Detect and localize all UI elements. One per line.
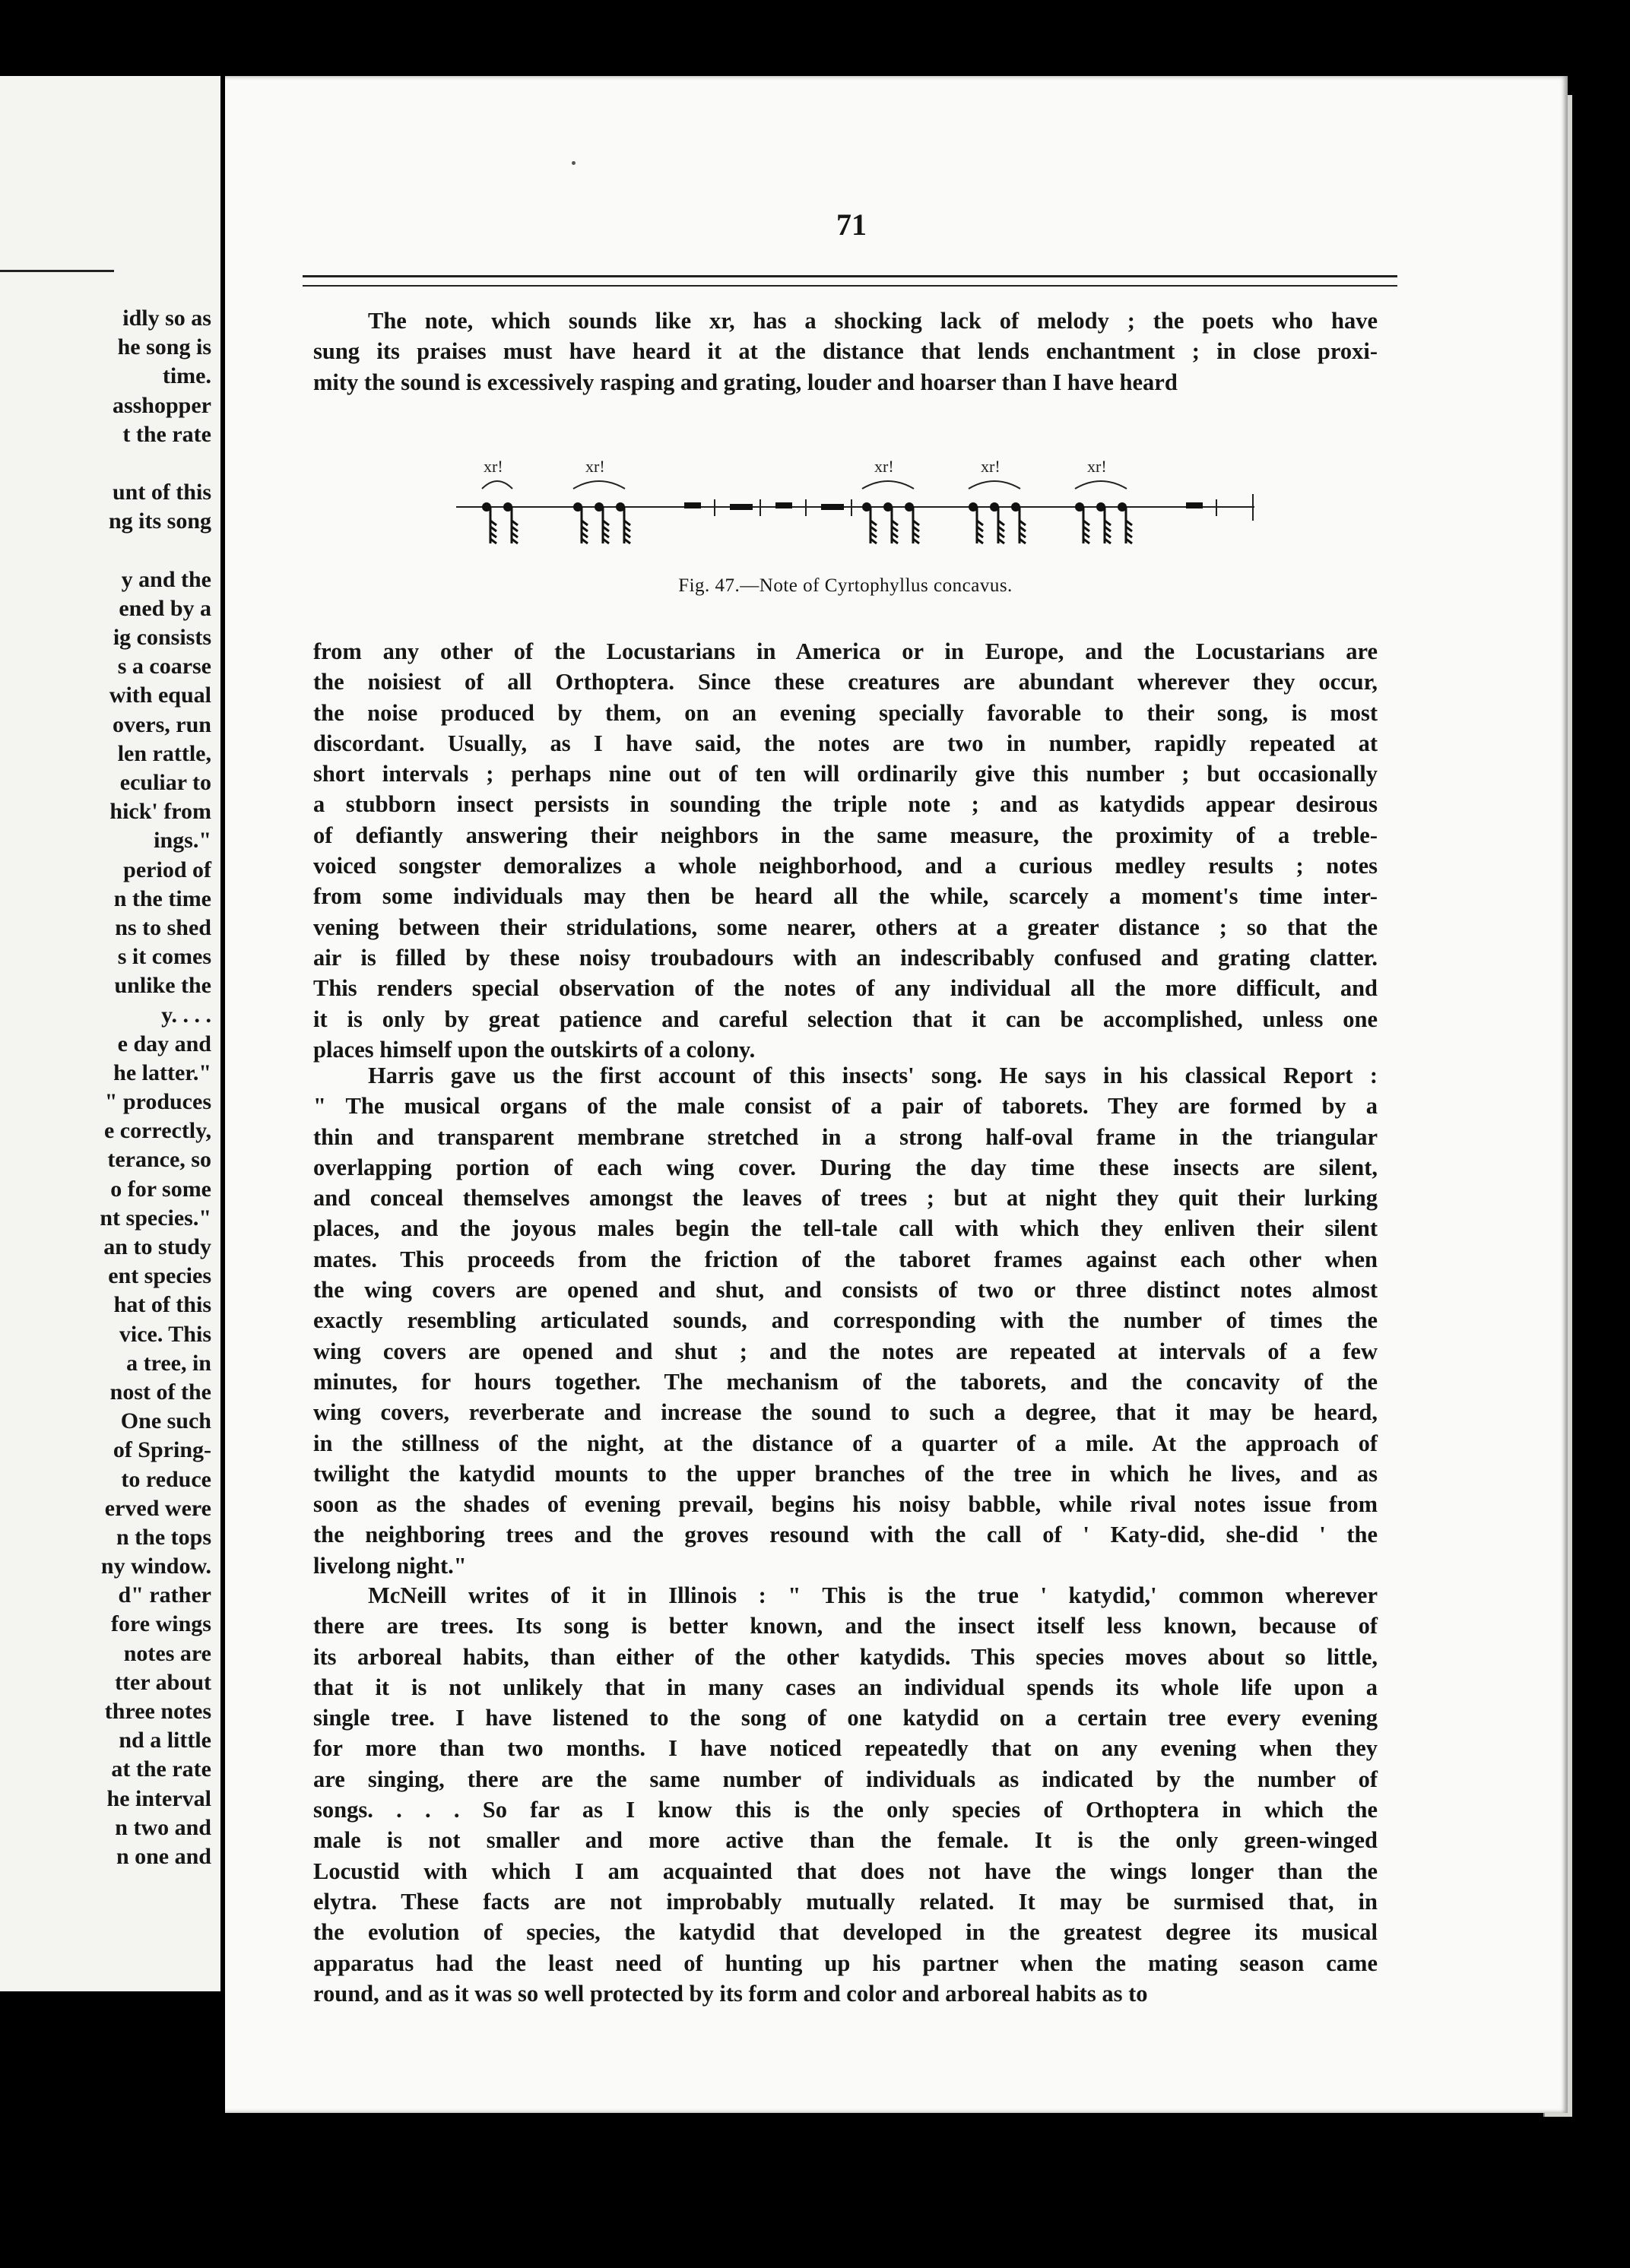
figure-caption: Fig. 47.—Note of Cyrtophyllus concavus.	[678, 575, 1013, 596]
text-line: sung its praises must have heard it at the distance that lends enchantment ; in close proxi-	[313, 338, 1378, 365]
left-page-line: he song is	[117, 334, 211, 360]
text-line: places, and the joyous males begin the tell-tale call with which they enliven their silent	[313, 1215, 1378, 1242]
left-page-line: with equal	[109, 683, 211, 708]
slur	[862, 481, 914, 489]
text-line: " The musical organs of the male consist of a pair of taborets. They are formed by a	[313, 1093, 1378, 1120]
text-line: in the stillness of the night, at the distance of a quarter of a mile. At the approach of	[313, 1430, 1378, 1456]
text-line: The note, which sounds like xr, has a shocking lack of melody ; the poets who have	[368, 308, 1378, 334]
text-line: short intervals ; perhaps nine out of ten will ordinarily give this number ; but occasionally	[313, 761, 1378, 787]
left-page-line: ig consists	[113, 625, 211, 651]
left-page-line: hat of this	[113, 1292, 211, 1318]
text-line: are singing, there are the same number of individuals as indicated by the number of	[313, 1766, 1378, 1792]
note-label: xr!	[1087, 457, 1107, 476]
left-page-line: len rattle,	[117, 740, 211, 766]
text-line: its arboreal habits, than either of the other katydids. This species moves about so little,	[313, 1643, 1378, 1670]
text-line: and conceal themselves amongst the leaves of trees ; but at night they quit their lurking	[313, 1185, 1378, 1212]
left-page-line: a tree, in	[126, 1350, 211, 1376]
left-page-line: unt of this	[112, 480, 211, 505]
left-page-line: ent species	[108, 1263, 211, 1289]
speck	[572, 161, 576, 165]
left-page-line: of Spring-	[113, 1437, 211, 1463]
text-line: from any other of the Locustarians in America or in Europe, and the Locustarians are	[313, 638, 1378, 664]
left-page-line: n two and	[115, 1814, 211, 1840]
figure-47-notation	[456, 452, 1262, 559]
text-line: male is not smaller and more active than the female. It is the only green-winged	[313, 1827, 1378, 1854]
text-line: the wing covers are opened and shut, and consists of two or three distinct notes almost	[313, 1277, 1378, 1303]
text-line: overlapping portion of each wing cover. During the day time these insects are silent,	[313, 1154, 1378, 1180]
paragraph-1	[313, 308, 1378, 400]
text-line: round, and as it was so well protected by its form and color and arboreal habits as to	[313, 1980, 1148, 2007]
text-line: McNeill writes of it in Illinois : " This is the true ' katydid,' common wherever	[368, 1582, 1378, 1608]
left-page-text	[0, 304, 228, 1871]
text-line: places himself upon the outskirts of a colony.	[313, 1036, 756, 1063]
rest-mark	[775, 502, 792, 508]
text-line: the evolution of species, the katydid that developed in the greatest degree its musical	[313, 1919, 1378, 1946]
text-line: elytra. These facts are not improbably mutually related. It may be surmised that, in	[313, 1888, 1378, 1915]
left-page-line: to reduce	[121, 1466, 211, 1492]
left-page-line: eculiar to	[119, 770, 211, 795]
left-page-line: unlike the	[114, 973, 211, 999]
note-label: xr!	[981, 457, 1001, 476]
text-line: of defiantly answering their neighbors in the same measure, the proximity of a treble-	[313, 822, 1378, 848]
left-page-line: period of	[123, 857, 211, 882]
text-line: This renders special observation of the notes of any individual all the more difficult, and	[313, 975, 1378, 1002]
paragraph-3	[313, 1063, 1378, 1583]
rest-mark	[1186, 502, 1203, 508]
text-line: wing covers are opened and shut ; and the notes are repeated at intervals of a few	[313, 1338, 1378, 1364]
text-line: soon as the shades of evening prevail, begins his noisy babble, while rival notes issue from	[313, 1491, 1378, 1518]
paragraph-4	[313, 1582, 1378, 2011]
text-line: the noise produced by them, on an evening specially favorable to their song, is most	[313, 699, 1378, 726]
left-page-line: nost of the	[109, 1379, 211, 1405]
rest-mark	[684, 502, 701, 508]
left-page-line: fore wings	[111, 1611, 211, 1637]
left-page-line: s it comes	[117, 944, 211, 970]
text-line: Harris gave us the first account of this insects' song. He says in his classical Report :	[368, 1063, 1378, 1088]
text-line: wing covers, reverberate and increase the sound to such a degree, that it may be heard,	[313, 1399, 1378, 1426]
left-page-line	[0, 449, 228, 478]
left-page-line: n the time	[113, 885, 211, 911]
left-page-line: e day and	[117, 1031, 211, 1056]
text-line: the neighboring trees and the groves resound with the call of ' Katy-did, she-did ' the	[313, 1522, 1378, 1548]
slur	[1075, 481, 1127, 489]
header-rule	[303, 275, 1397, 287]
left-page-line: he interval	[106, 1785, 211, 1811]
left-page-line: n the tops	[116, 1524, 211, 1550]
text-line: discordant. Usually, as I have said, the notes are two in number, rapidly repeated at	[313, 730, 1378, 756]
text-line: livelong night."	[313, 1552, 467, 1579]
text-line: from some individuals may then be heard all the while, scarcely a moment's time inter-	[313, 883, 1378, 910]
left-page-rule	[0, 270, 114, 272]
text-line: twilight the katydid mounts to the upper branches of the tree in which he lives, and as	[313, 1460, 1378, 1487]
text-line: there are trees. Its song is better known, and the insect itself less known, because of	[313, 1613, 1378, 1639]
slur	[969, 481, 1020, 489]
text-line: that it is not unlikely that in many cases an individual spends its whole life upon a	[313, 1674, 1378, 1700]
text-line: minutes, for hours together. The mechanism of the taborets, and the concavity of the	[313, 1368, 1378, 1395]
text-line: the noisiest of all Orthoptera. Since these creatures are abundant wherever they occur,	[313, 669, 1378, 695]
note-label: xr!	[484, 457, 503, 476]
left-page-line: time.	[162, 363, 211, 389]
note-label: xr!	[585, 457, 605, 476]
left-page-line: t the rate	[122, 421, 211, 447]
left-page-line: ns to shed	[115, 914, 211, 940]
left-page-line: o for some	[110, 1176, 211, 1202]
left-page-line: he latter."	[113, 1060, 211, 1085]
paragraph-2	[313, 638, 1378, 1067]
text-line: exactly resembling articulated sounds, and corresponding with the number of times the	[313, 1307, 1378, 1334]
left-page-line: y and the	[121, 566, 211, 592]
left-page-line: three notes	[104, 1699, 211, 1724]
page-number: 71	[836, 207, 867, 242]
text-line: single tree. I have listened to the song of one katydid on a certain tree every evening	[313, 1705, 1378, 1731]
rest-mark	[821, 504, 844, 510]
left-page-line: idly so as	[122, 306, 211, 331]
left-page-line	[0, 537, 228, 565]
text-line: songs. . . . So far as I know this is the only species of Orthoptera in which the	[313, 1797, 1378, 1823]
left-page-line: terance, so	[107, 1147, 211, 1173]
left-page-line: ings."	[154, 828, 211, 854]
left-page-line: " produces	[104, 1089, 211, 1115]
text-line: air is filled by these noisy troubadours with an indescribably confused and grating clatter.	[313, 944, 1378, 971]
left-page-line: erved were	[104, 1495, 211, 1521]
text-line: for more than two months. I have noticed repeatedly that on any evening when they	[313, 1735, 1378, 1762]
text-line: apparatus had the least need of hunting up his partner when the mating season came	[313, 1950, 1378, 1976]
left-page-line: One such	[120, 1408, 211, 1434]
left-page-line: nd a little	[119, 1728, 211, 1753]
left-page-line: ng its song	[108, 508, 211, 534]
left-page-line: e correctly,	[103, 1118, 211, 1144]
text-line: mates. This proceeds from the friction of the taboret frames against each other when	[313, 1246, 1378, 1272]
left-page-line: an to study	[103, 1234, 211, 1259]
left-page-line: d" rather	[118, 1582, 211, 1608]
text-line: mity the sound is excessively rasping and grating, louder and hoarser than I have heard	[313, 369, 1178, 395]
left-page-line: asshopper	[112, 392, 211, 418]
left-page-line: nt species."	[100, 1205, 211, 1231]
left-page-line: at the rate	[111, 1756, 211, 1782]
text-line: voiced songster demoralizes a whole neighborhood, and a curious medley results ; notes	[313, 853, 1378, 879]
left-page-line: s a coarse	[117, 654, 211, 679]
left-page-line: y. . . .	[161, 1002, 211, 1028]
slur	[573, 481, 625, 489]
text-line: vening between their stridulations, some nearer, others at a greater distance ; so that the	[313, 914, 1378, 940]
left-page-line: overs, run	[113, 711, 211, 737]
left-page-line: notes are	[123, 1640, 211, 1666]
left-page-line: hick' from	[109, 799, 211, 825]
left-page-line: ny window.	[100, 1554, 211, 1579]
left-page-fragment	[0, 76, 228, 1991]
note-label: xr!	[874, 457, 894, 476]
left-page-line: tter about	[115, 1669, 211, 1695]
text-line: thin and transparent membrane stretched in a strong half-oval frame in the triangular	[313, 1123, 1378, 1150]
text-line: Locustid with which I am acquainted that does not have the wings longer than the	[313, 1858, 1378, 1884]
text-line: a stubborn insect persists in sounding the triple note ; and as katydids appear desirous	[313, 791, 1378, 818]
left-page-line: ened by a	[119, 595, 211, 621]
rest-mark	[730, 504, 753, 510]
text-line: it is only by great patience and careful selection that it can be accomplished, unless one	[313, 1006, 1378, 1032]
left-page-line: n one and	[116, 1843, 211, 1869]
slur	[482, 481, 512, 489]
left-page-line: vice. This	[119, 1321, 211, 1347]
